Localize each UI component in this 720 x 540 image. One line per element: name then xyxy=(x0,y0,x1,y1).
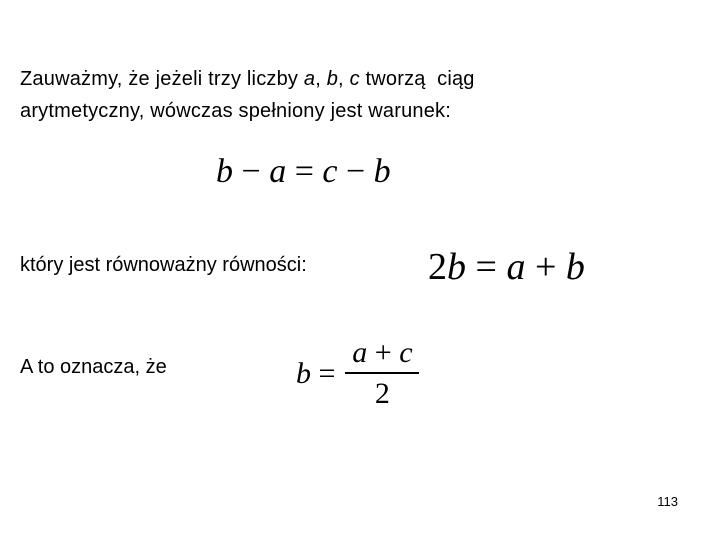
variable-a: a xyxy=(303,68,316,90)
eq1-b: b xyxy=(373,153,391,190)
eq1-minus: − xyxy=(337,153,374,190)
eq3-b: b xyxy=(296,357,311,390)
intro-text-end: tworzą ciąg xyxy=(359,68,475,90)
fraction-numerator xyxy=(350,336,414,370)
eq2-equals: = xyxy=(466,246,507,288)
equation-mean xyxy=(296,334,419,414)
variable-c: c xyxy=(349,68,360,90)
variable-b: b xyxy=(326,68,339,90)
eq3-lhs xyxy=(296,357,345,391)
fraction xyxy=(345,336,419,412)
eq3-equals: = xyxy=(311,357,336,390)
eq2-coefficient: 2 xyxy=(428,246,447,288)
eq3-a: a xyxy=(352,336,368,369)
eq2-a: a xyxy=(506,246,526,288)
eq1-b: b xyxy=(216,153,233,190)
equation-difference xyxy=(216,150,391,194)
intro-line-2: arytmetyczny, wówczas spełniony jest warunek: xyxy=(20,100,452,122)
eq3-plus: + xyxy=(367,336,400,369)
eq1-minus: − xyxy=(233,153,270,190)
intro-paragraph xyxy=(20,63,660,127)
equation-sum xyxy=(428,243,585,291)
eq1-c: c xyxy=(322,153,338,190)
eq1-a: a xyxy=(269,153,287,190)
eq1-equals: = xyxy=(286,153,323,190)
conclusion-text: A to oznacza, że xyxy=(20,356,167,378)
intro-text-start: Zauważmy, że jeżeli trzy liczby xyxy=(20,68,304,90)
eq2-plus: + xyxy=(525,246,566,288)
separator: , xyxy=(315,68,327,90)
intro-line-1 xyxy=(20,63,660,95)
separator: , xyxy=(338,68,350,90)
fraction-denominator: 2 xyxy=(374,377,390,410)
fraction-bar xyxy=(345,372,419,374)
equivalent-text: który jest równoważny równości: xyxy=(20,254,307,276)
eq3-c: c xyxy=(399,336,413,369)
eq2-b: b xyxy=(447,246,466,288)
eq2-b: b xyxy=(565,246,585,288)
page-number: 113 xyxy=(657,494,678,509)
